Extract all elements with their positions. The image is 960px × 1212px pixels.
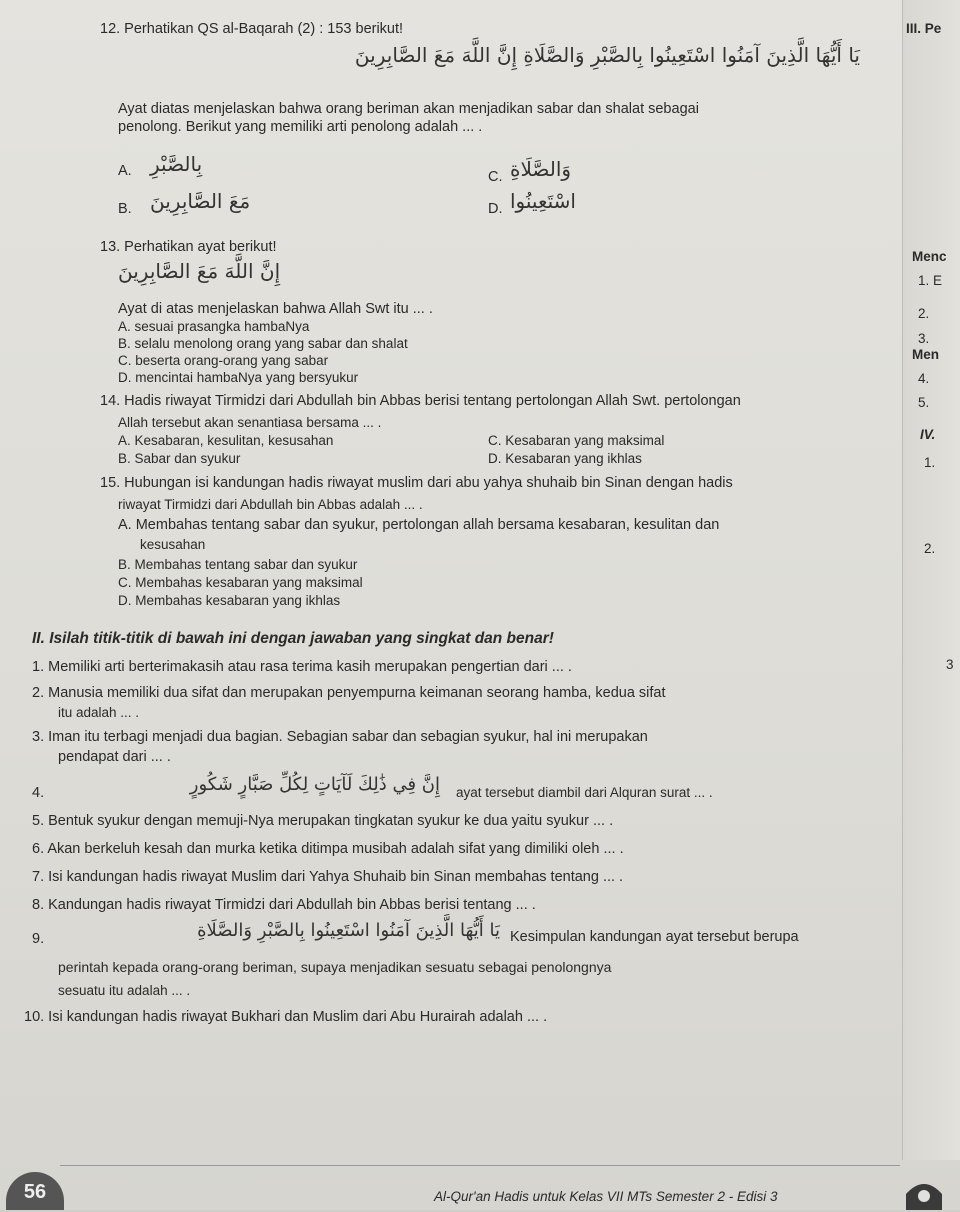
- section2-item9-number: 9.: [32, 931, 45, 947]
- section2-item1: 1. Memiliki arti berterimakasih atau rasa terima kasih merupakan pengertian dari ... .: [32, 659, 572, 675]
- q12-description-line1: Ayat diatas menjelaskan bahwa orang beriman akan menjadikan sabar dan shalat sebagai: [118, 101, 699, 117]
- page-number: 56: [6, 1172, 64, 1210]
- section2-item4-arabic: إِنَّ فِي ذَٰلِكَ لَآيَاتٍ لِكُلِّ صَبَّارٍ شَكُورٍ: [189, 774, 440, 795]
- section2-item2-line1: 2. Manusia memiliki dua sifat dan merupakan penyempurna keimanan seorang hamba, kedua sifat: [32, 685, 666, 701]
- q15-stem-line2: riwayat Tirmidzi dari Abdullah bin Abbas adalah ... .: [118, 497, 423, 512]
- section2-item9-text: Kesimpulan kandungan ayat tersebut berupa: [510, 929, 799, 945]
- q12-option-b: مَعَ الصَّابِرِينَ: [150, 189, 251, 213]
- q15-option-a-line2: kesusahan: [140, 537, 206, 552]
- section2-item9-line3: sesuatu itu adalah ... .: [58, 983, 191, 998]
- section2-heading: II. Isilah titik-titik di bawah ini dengan jawaban yang singkat dan benar!: [32, 630, 554, 647]
- section2-item5: 5. Bentuk syukur dengan memuji-Nya merupakan tingkatan syukur ke dua yaitu syukur ... .: [32, 813, 614, 829]
- q13-option-b: B. selalu menolong orang yang sabar dan shalat: [118, 336, 408, 351]
- q15-stem-line1: 15. Hubungan isi kandungan hadis riwayat muslim dari abu yahya shuhaib bin Sinan dengan hadis: [100, 475, 733, 491]
- book-title: Al-Qur'an Hadis untuk Kelas VII MTs Semester 2 - Edisi 3: [434, 1189, 778, 1204]
- q14-option-a: A. Kesabaran, kesulitan, kesusahan: [118, 433, 334, 448]
- q14-option-c: C. Kesabaran yang maksimal: [488, 433, 665, 448]
- right-iv-item2: 2.: [924, 541, 936, 556]
- right-iv-item1: 1.: [924, 455, 936, 470]
- section2-item4-text: ayat tersebut diambil dari Alquran surat ... .: [456, 785, 713, 800]
- right-section3-heading: III. Pe: [906, 21, 942, 36]
- q14-option-d: D. Kesabaran yang ikhlas: [488, 451, 642, 466]
- q13-stem: 13. Perhatikan ayat berikut!: [100, 239, 277, 255]
- q14-option-b: B. Sabar dan syukur: [118, 451, 241, 466]
- right-item3: 3.: [918, 331, 930, 346]
- right-men: Men: [912, 347, 939, 362]
- section2-item2-line2: itu adalah ... .: [58, 705, 140, 720]
- footer-divider: [60, 1165, 900, 1166]
- q15-option-b: B. Membahas tentang sabar dan syukur: [118, 557, 358, 572]
- right-item1: 1. E: [918, 273, 943, 288]
- section2-item9-line2: perintah kepada orang-orang beriman, supaya menjadikan sesuatu sebagai penolongnya: [58, 959, 612, 975]
- right-iv-item3: 3: [946, 657, 954, 672]
- q13-option-a: A. sesuai prasangka hambaNya: [118, 319, 310, 334]
- right-item2: 2.: [918, 306, 930, 321]
- q13-arabic-verse: إِنَّ اللَّهَ مَعَ الصَّابِرِينَ: [118, 259, 281, 283]
- section2-item9-arabic: يَا أَيُّهَا الَّذِينَ آمَنُوا اسْتَعِينُوا بِالصَّبْرِ وَالصَّلَاةِ: [197, 920, 500, 941]
- q12-arabic-verse: يَا أَيُّهَا الَّذِينَ آمَنُوا اسْتَعِينُوا بِالصَّبْرِ وَالصَّلَاةِ إِنَّ اللَّهَ مَعَ الصَّابِرِينَ: [354, 43, 860, 67]
- q12-option-d-label: D.: [488, 201, 503, 217]
- section2-item6: 6. Akan berkeluh kesah dan murka ketika ditimpa musibah adalah sifat yang dimiliki oleh ... .: [32, 841, 624, 857]
- right-item4: 4.: [918, 371, 930, 386]
- logo-icon: [900, 1170, 948, 1210]
- right-item5: 5.: [918, 395, 930, 410]
- q14-stem-line1: 14. Hadis riwayat Tirmidzi dari Abdullah bin Abbas berisi tentang pertolongan Allah Swt. pertolongan: [100, 393, 741, 409]
- q15-option-c: C. Membahas kesabaran yang maksimal: [118, 575, 363, 590]
- q13-option-d: D. mencintai hambaNya yang bersyukur: [118, 370, 359, 385]
- section2-item8: 8. Kandungan hadis riwayat Tirmidzi dari Abdullah bin Abbas berisi tentang ... .: [32, 897, 536, 913]
- next-page-edge: [902, 0, 960, 1160]
- q13-option-c: C. beserta orang-orang yang sabar: [118, 353, 329, 368]
- q12-option-c-label: C.: [488, 169, 503, 185]
- q12-stem: 12. Perhatikan QS al-Baqarah (2) : 153 berikut!: [100, 21, 404, 37]
- section2-item10: 10. Isi kandungan hadis riwayat Bukhari dan Muslim dari Abu Hurairah adalah ... .: [24, 1009, 548, 1025]
- q15-option-a-line1: A. Membahas tentang sabar dan syukur, pertolongan allah bersama kesabaran, kesulitan dan: [118, 517, 720, 533]
- q14-stem-line2: Allah tersebut akan senantiasa bersama ... .: [118, 415, 382, 430]
- section2-item4-number: 4.: [32, 785, 45, 801]
- q12-option-a-label: A.: [118, 163, 132, 179]
- q13-description: Ayat di atas menjelaskan bahwa Allah Swt itu ... .: [118, 301, 433, 317]
- q12-description-line2: penolong. Berikut yang memiliki arti penolong adalah ... .: [118, 119, 483, 135]
- q12-option-a: بِالصَّبْرِ: [150, 152, 203, 176]
- q12-option-c: وَالصَّلَاةِ: [510, 157, 572, 181]
- q15-option-d: D. Membahas kesabaran yang ikhlas: [118, 593, 341, 608]
- q12-option-d: اسْتَعِينُوا: [510, 189, 576, 213]
- right-section4-heading: IV.: [920, 427, 936, 442]
- right-menc: Menc: [912, 249, 947, 264]
- q12-option-b-label: B.: [118, 201, 132, 217]
- section2-item3-line1: 3. Iman itu terbagi menjadi dua bagian. Sebagian sabar dan sebagian syukur, hal ini merupakan: [32, 729, 648, 745]
- section2-item7: 7. Isi kandungan hadis riwayat Muslim dari Yahya Shuhaib bin Sinan membahas tentang ... .: [32, 869, 624, 885]
- section2-item3-line2: pendapat dari ... .: [58, 749, 171, 765]
